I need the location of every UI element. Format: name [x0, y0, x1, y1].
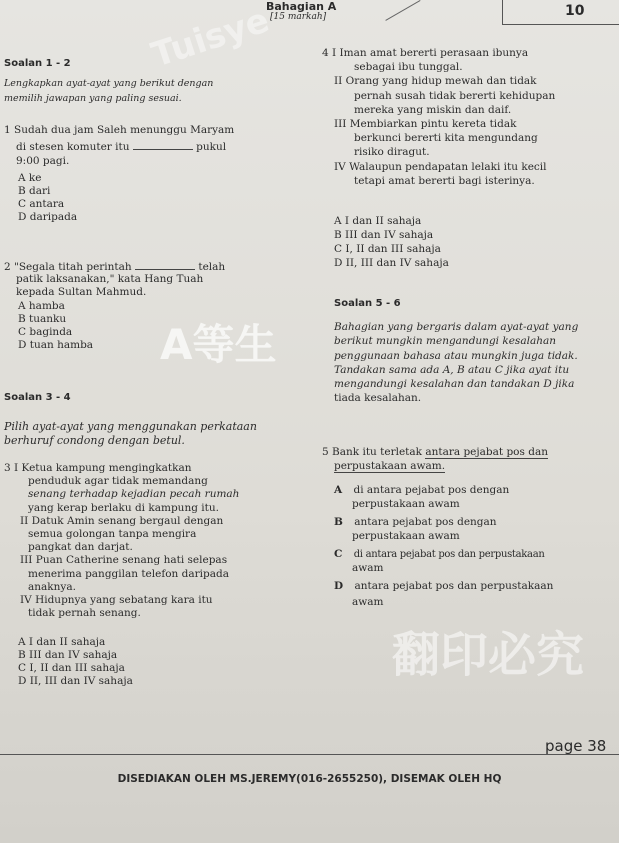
- instruction-3-line: mengandungi kesalahan dan tandakan D jika: [334, 378, 575, 391]
- q1-option-b[interactable]: B dari: [18, 185, 51, 197]
- q1-option-a[interactable]: A ke: [18, 172, 42, 184]
- q5-option-d-cont: awam: [352, 596, 384, 608]
- marks-label: [15 markah]: [270, 12, 327, 22]
- q4-line: berkunci bererti kita mengundang: [354, 132, 538, 145]
- q4-options: [334, 214, 449, 270]
- q2-line1: 2 "Segala titah perintah telah: [4, 261, 226, 273]
- watermark-chinese: 翻印必究: [392, 627, 585, 683]
- soalan-1-2-heading: Soalan 1 - 2: [4, 58, 71, 69]
- q2-option-d[interactable]: D tuan hamba: [18, 339, 94, 351]
- q1-line2: di stesen komuter itu pukul: [16, 141, 227, 153]
- q1-line3: 9:00 pagi.: [16, 155, 70, 167]
- q3-option-c[interactable]: C I, II dan III sahaja: [18, 662, 125, 674]
- watermark-logo: A等生: [160, 320, 277, 369]
- q3-line: menerima panggilan telefon daripada: [28, 567, 229, 580]
- q1-option-d[interactable]: D daripada: [18, 211, 78, 223]
- q4-line: IV Walaupun pendapatan lelaki itu kecil: [334, 160, 547, 173]
- instruction-3-line: berikut mungkin mengandungi kesalahan: [334, 335, 556, 348]
- q4-line: III Membiarkan pintu kereta tidak: [334, 118, 517, 131]
- q5-line2: perpustakaan awam.: [334, 460, 446, 472]
- q4-line: mereka yang miskin dan daif.: [354, 103, 512, 116]
- q3-line: IV Hidupnya yang sebatang kara itu: [20, 594, 213, 607]
- q4-line: II Orang yang hidup mewah dan tidak: [334, 75, 537, 88]
- marks-box: [502, 0, 619, 25]
- instruction-3-line: Tandakan sama ada A, B atau C jika ayat itu: [334, 363, 570, 376]
- q4-option-d[interactable]: D II, III dan IV sahaja: [334, 257, 449, 269]
- q5-option-c[interactable]: C di antara pejabat pos dan perpustakaan: [334, 548, 545, 560]
- q4-line: 4 I Iman amat bererti perasaan ibunya: [322, 47, 529, 59]
- q3-line: semua golongan tanpa mengira: [28, 528, 197, 541]
- q5-underlined-phrase: antara pejabat pos dan: [425, 446, 548, 458]
- q4-statements: [322, 46, 555, 188]
- q1-options: [18, 172, 77, 224]
- instruction-2-line1: Pilih ayat-ayat yang menggunakan perkataan: [4, 420, 257, 433]
- q4-option-a[interactable]: A I dan II sahaja: [334, 215, 422, 227]
- q3-line: anaknya.: [28, 580, 76, 593]
- q5-option-b-cont: perpustakaan awam: [352, 530, 460, 542]
- q5-option-a-cont: perpustakaan awam: [352, 498, 460, 510]
- q3-line: III Puan Catherine senang hati selepas: [20, 554, 228, 567]
- header-divider: [385, 0, 420, 21]
- q5-line1: 5 Bank itu terletak antara pejabat pos dan: [322, 446, 548, 458]
- q4-line: risiko diragut.: [354, 146, 430, 159]
- q3-option-a[interactable]: A I dan II sahaja: [18, 636, 106, 648]
- q1-blank: [133, 140, 193, 150]
- q2-line3: kepada Sultan Mahmud.: [16, 286, 147, 298]
- soalan-5-6-heading: Soalan 5 - 6: [334, 298, 401, 309]
- soalan-3-4-heading: Soalan 3 - 4: [4, 392, 71, 403]
- footer-divider: [0, 754, 619, 755]
- q5-option-a[interactable]: A di antara pejabat pos dengan: [334, 484, 510, 496]
- q5-option-b[interactable]: B antara pejabat pos dengan: [334, 516, 497, 528]
- q3-line: senang terhadap kejadian pecah rumah: [28, 488, 240, 501]
- q1-line1: 1 Sudah dua jam Saleh menunggu Maryam: [4, 124, 235, 136]
- q3-options: [18, 636, 133, 688]
- q3-option-d[interactable]: D II, III dan IV sahaja: [18, 675, 133, 687]
- q3-line: II Datuk Amin senang bergaul dengan: [20, 514, 224, 527]
- q5-option-c-cont: awam: [352, 562, 384, 574]
- q2-line2: patik laksanakan," kata Hang Tuah: [16, 273, 204, 285]
- watermark-tuisyen: Tuisye: [146, 0, 275, 76]
- instruction-3-line: tiada kesalahan.: [334, 392, 422, 405]
- q4-option-c[interactable]: C I, II dan III sahaja: [334, 243, 441, 255]
- instruction-3: [334, 320, 578, 406]
- q4-line: sebagai ibu tunggal.: [354, 61, 463, 74]
- total-marks: 10: [565, 3, 585, 19]
- footer-credit: DISEDIAKAN OLEH MS.JEREMY(016-2655250), DISEMAK OLEH HQ: [117, 773, 502, 785]
- q2-option-a[interactable]: A hamba: [18, 300, 65, 312]
- instruction-1-line1: Lengkapkan ayat-ayat yang berikut dengan: [4, 78, 214, 89]
- q2-options: [18, 300, 93, 352]
- instruction-3-line: Bahagian yang bergaris dalam ayat-ayat yang: [334, 321, 579, 333]
- q3-line: yang kerap berlaku di kampung itu.: [28, 501, 219, 514]
- q3-line: pangkat dan darjat.: [28, 541, 133, 554]
- q2-option-b[interactable]: B tuanku: [18, 313, 67, 325]
- q3-option-b[interactable]: B III dan IV sahaja: [18, 649, 118, 661]
- q4-line: pernah susah tidak bererti kehidupan: [354, 89, 556, 102]
- q3-line: tidak pernah senang.: [28, 607, 141, 620]
- q4-option-b[interactable]: B III dan IV sahaja: [334, 229, 434, 241]
- instruction-1-line2: memilih jawapan yang paling sesuai.: [4, 93, 182, 104]
- q2-option-c[interactable]: C baginda: [18, 326, 73, 338]
- q4-line: tetapi amat bererti bagi isterinya.: [354, 174, 535, 187]
- instruction-2-line2: berhuruf condong dengan betul.: [4, 434, 185, 447]
- q5-option-d[interactable]: D antara pejabat pos dan perpustakaan: [334, 580, 554, 592]
- q3-line: penduduk agar tidak memandang: [28, 475, 208, 488]
- q2-blank: [135, 260, 195, 270]
- q3-statements: [4, 462, 239, 620]
- q3-line: 3 I Ketua kampung mengingkatkan: [4, 462, 192, 474]
- page-number: page 38: [545, 737, 607, 755]
- q1-option-c[interactable]: C antara: [18, 198, 65, 210]
- section-title: Bahagian A: [266, 0, 337, 13]
- instruction-3-line: penggunaan bahasa atau mungkin juga tidak.: [334, 349, 578, 362]
